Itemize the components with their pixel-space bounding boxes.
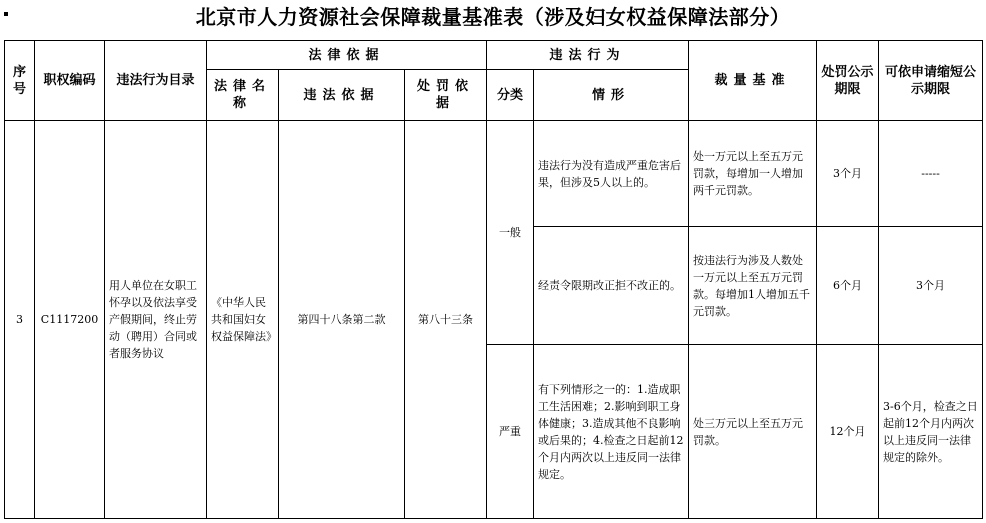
header-law-name: 法律名称	[207, 70, 279, 121]
case-2-shorten: 3个月	[879, 227, 983, 345]
case-2-circumstance: 经责令限期改正拒不改正的。	[534, 227, 689, 345]
header-penalty-basis: 处罚依据	[405, 70, 487, 121]
category-general: 一般	[487, 121, 534, 345]
header-legal-basis: 法律依据	[207, 41, 487, 70]
case-3-disclosure: 12个月	[817, 345, 879, 519]
case-2-standard: 按违法行为涉及人数处一万元以上至五万元罚款。每增加1人增加五千元罚款。	[689, 227, 817, 345]
row-law-name: 《中华人民共和国妇女权益保障法》	[207, 121, 279, 519]
header-seq: 序号	[5, 41, 35, 121]
row-violation-basis: 第四十八条第二款	[279, 121, 405, 519]
case-1-shorten: -----	[879, 121, 983, 227]
document-title: 北京市人力资源社会保障裁量基准表（涉及妇女权益保障法部分）	[195, 5, 791, 29]
header-disclosure: 处罚公示期限	[817, 41, 879, 121]
case-1-circumstance: 违法行为没有造成严重危害后果，但涉及5人以上的。	[534, 121, 689, 227]
header-row-1	[5, 41, 983, 70]
row-seq: 3	[5, 121, 35, 519]
case-2-disclosure: 6个月	[817, 227, 879, 345]
category-serious: 严重	[487, 345, 534, 519]
case-3-circumstance: 有下列情形之一的：1.造成职工生活困难；2.影响到职工身体健康；3.造成其他不良影响或后果的；4.检查之日起前12个月内两次以上违反同一法律规定。	[534, 345, 689, 519]
table-row	[5, 121, 983, 227]
row-penalty-basis: 第八十三条	[405, 121, 487, 519]
header-code: 职权编码	[35, 41, 105, 121]
header-violation-basis: 违法依据	[279, 70, 405, 121]
case-1-disclosure: 3个月	[817, 121, 879, 227]
header-category: 分类	[487, 70, 534, 121]
header-catalog: 违法行为目录	[105, 41, 207, 121]
header-shorten: 可依申请缩短公示期限	[879, 41, 983, 121]
case-3-shorten: 3-6个月，检查之日起前12个月内两次以上违反同一法律规定的除外。	[879, 345, 983, 519]
row-catalog: 用人单位在女职工怀孕以及依法享受产假期间，终止劳动（聘用）合同或者服务协议	[105, 121, 207, 519]
penalty-standard-table	[4, 40, 983, 519]
case-1-standard: 处一万元以上至五万元罚款，每增加一人增加两千元罚款。	[689, 121, 817, 227]
header-standard: 裁量基准	[689, 41, 817, 121]
row-code: C1117200	[35, 121, 105, 519]
case-3-standard: 处三万元以上至五万元罚款。	[689, 345, 817, 519]
header-circumstance: 情形	[534, 70, 689, 121]
header-illegal-act: 违法行为	[487, 41, 689, 70]
